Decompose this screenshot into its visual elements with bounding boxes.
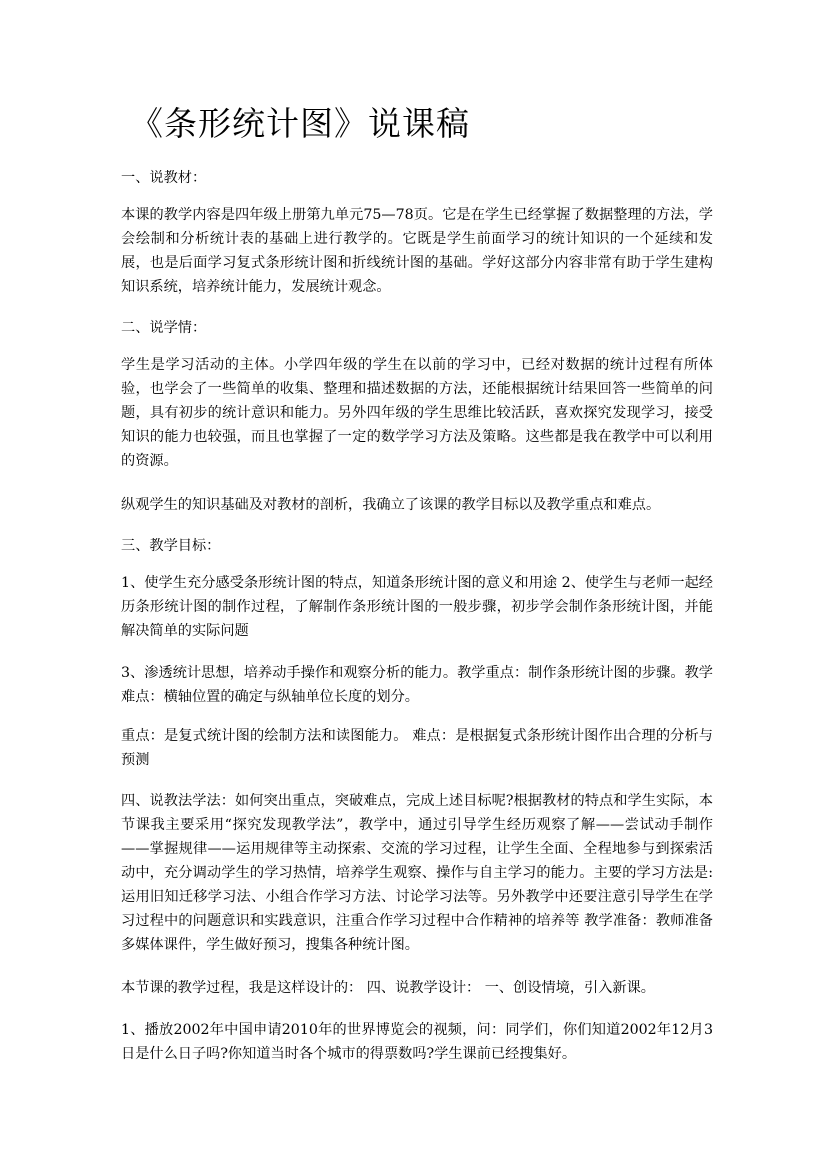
paragraph-key-points: 重点：是复式统计图的绘制方法和读图能力。 难点：是根据复式条形统计图作出合理的分析与预测	[121, 728, 713, 768]
paragraph-step-1: 1、播放2002年中国申请2010年的世界博览会的视频，问：同学们，你们知道2002年12月3日是什么日子吗?你知道当时各个城市的得票数吗?学生课前已经搜集好。	[121, 1022, 713, 1062]
paragraph-process-intro: 本节课的教学过程，我是这样设计的： 四、说教学设计： 一、创设情境，引入新课。	[121, 980, 655, 996]
paragraph-goals-3: 3、渗透统计思想，培养动手操作和观察分析的能力。教学重点：制作条形统计图的步骤。教学难点：横轴位置的确定与纵轴单位长度的划分。	[121, 665, 713, 705]
section-heading-students: 二、说学情：	[121, 320, 207, 336]
paragraph-students: 学生是学习活动的主体。小学四年级的学生在以前的学习中，已经对数据的统计过程有所体验，也学会了一些简单的收集、整理和描述数据的方法，还能根据统计结果回答一些简单的问题，具有初步的统计意识和能力。另外四年级的学生思维比较活跃，喜欢探究发现学习，接受知识的能力也较强，而且也掌握了一定的数学学习方法及策略。这些都是我在教学中可以利用的资源。	[121, 357, 713, 469]
paragraph-goals-1-2: 1、使学生充分感受条形统计图的特点，知道条形统计图的意义和用途 2、使学生与老师一起经历条形统计图的制作过程，了解制作条形统计图的一般步骤，初步学会制作条形统计图，并能解决简单的实际问题	[121, 575, 713, 639]
section-heading-textbook: 一、说教材：	[121, 170, 207, 186]
paragraph-textbook: 本课的教学内容是四年级上册第九单元75—78页。它是在学生已经掌握了数据整理的方法，学会绘制和分析统计表的基础上进行教学的。它既是学生前面学习的统计知识的一个延续和发展，也是后面学习复式条形统计图和折线统计图的基础。学好这部分内容非常有助于学生建构知识系统，培养统计能力，发展统计观念。	[121, 207, 713, 295]
section-heading-goals: 三、教学目标：	[121, 538, 221, 554]
paragraph-overview: 纵观学生的知识基础及对教材的剖析，我确立了该课的教学目标以及教学重点和难点。	[121, 497, 661, 513]
paragraph-teaching-methods: 四、说教法学法：如何突出重点，突破难点，完成上述目标呢?根据教材的特点和学生实际，本节课我主要采用“探究发现教学法”，教学中，通过引导学生经历观察了解——尝试动手制作——掌握规律——运用规律等主动探索、交流的学习过程，让学生全面、全程地参与到探索活动中，充分调动学生的学习热情，培养学生观察、操作与自主学习的能力。主要的学习方法是: 运用旧知迁移学习法、小组合作学习方法、讨论学习法等。另外教学中还要注意引导学生在学习过程中的问题意识和实践意识，注重合作学习过程中合作精神的培养等 教学准备：教师准备多媒体课件，学生做好预习，搜集各种统计图。	[121, 793, 713, 953]
document-title: 《条形统计图》说课稿	[130, 104, 470, 143]
